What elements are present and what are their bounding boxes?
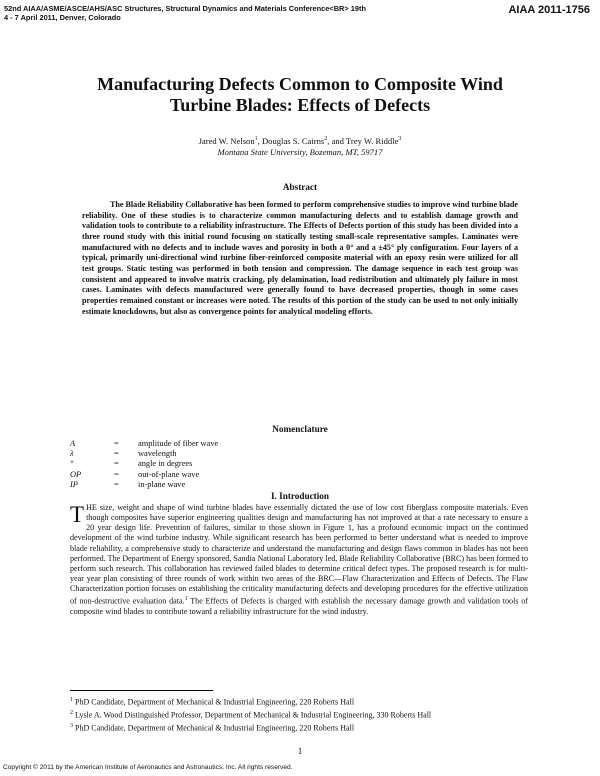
introduction-part-1: HE size, weight and shape of wind turbine blades have essentially dictated the use of low cost fiberglass composite materials. Even though composites have superior engineering qualities design and manufacturing has not improved at that a rate necessary to ensure a 20 year design life. Prevention of failures, similar to those shown in Figure 1, has a profound economic impact on the continued development of the wind turbine industry. While significant research has been performed to better understand what is needed to improve blade reliability, a comprehensive study to characterize and understand the manufacturing and design flaws common in blades has not been performed. The Department of Energy sponsored, Sandia National Laboratory led, Blade Reliability Collaborative (BRC) has been formed to perform such research. This collaboration has reviewed failed blades to determine critical defect types. The proposed research is for multi-year year plan consisting of three rounds of work within two areas of the BRC—Flaw Characterization and Effects of Defects. The Flaw Characterization portion focuses on establishing the criticality manufacturing defects and developing procedures for the effective utilization of non-destructive evaluation data. [70,503,528,607]
page-number: 1 [297,746,303,756]
footnote-mark: 1 [70,697,73,703]
paper-number: AIAA 2011-1756 [508,4,590,16]
author-mark: 3 [398,136,402,142]
title-line-2: Turbine Blades: Effects of Defects [169,95,431,115]
copyright-notice: Copyright © 2011 by the American Institute of Aeronautics and Astronautics, Inc. All rights reserved. [3,764,293,771]
footnote-mark: 2 [70,710,73,717]
footnote [70,721,431,734]
title-line-1: Manufacturing Defects Common to Composite Wind [97,74,503,94]
affiliation: Montana State University, Bozeman, MT, 59717 [217,146,383,157]
citation-mark: 1 [184,596,188,603]
footnote-divider [70,690,213,691]
introduction-text [70,503,528,617]
nomenclature-definition: wavelength [138,449,177,459]
author-mark: 1 [254,136,258,142]
nomenclature-definition: amplitude of fiber wave [138,439,219,448]
footnote [70,708,431,721]
nomenclature-symbol: A [70,439,76,448]
nomenclature-definition: out-of-plane wave [138,469,200,479]
nomenclature-table [70,439,218,490]
author-separator: , [257,135,262,146]
conference-line-2: 4 - 7 April 2011, Denver, Colorado [4,13,121,22]
nomenclature-equals: = [114,449,119,459]
author-list [0,134,600,147]
nomenclature-definition: angle in degrees [138,459,193,469]
nomenclature-row [70,470,218,480]
paper-title [0,74,600,116]
conference-line-1: 52nd AIAA/ASME/ASCE/AHS/ASC Structures, Structural Dynamics and Materials Conference<BR> 19th [4,4,366,13]
footnotes [70,695,431,734]
footnote-text: PhD Candidate, Department of Mechanical & Industrial Engineering, 220 Roberts Hall [73,723,355,733]
nomenclature-row [70,439,218,449]
nomenclature-row [70,480,218,490]
footnote-text: PhD Candidate, Department of Mechanical & Industrial Engineering, 220 Roberts Hall [73,697,355,707]
nomenclature-symbol: λ [70,449,74,459]
nomenclature-symbol: ° [70,459,74,469]
nomenclature-equals: = [114,479,119,489]
nomenclature-equals: = [114,459,119,469]
author-name: Jared W. Nelson [198,135,255,146]
nomenclature-symbol: OP [70,469,82,479]
introduction-heading: I. Introduction [270,491,330,501]
nomenclature-equals: = [114,469,119,479]
author-name: Douglas S. Cairns [261,135,325,146]
author-name: Trey W. Riddle [345,135,399,146]
nomenclature-definition: in-plane wave [138,479,186,489]
footnote-text: Lysle A. Wood Distinguished Professor, Department of Mechanical & Industrial Engineering, 330 Roberts Hall [73,710,432,720]
author-separator: , and [327,135,346,146]
abstract-heading: Abstract [282,182,318,192]
nomenclature-row [70,459,218,469]
author-block [0,134,600,158]
author-mark: 2 [324,136,328,142]
nomenclature-heading: Nomenclature [272,424,328,434]
drop-cap: T [70,502,85,527]
nomenclature-symbol: IP [70,479,78,489]
nomenclature-row [70,449,218,459]
footnote-mark: 3 [70,723,73,730]
footnote [70,695,431,708]
abstract-text: The Blade Reliability Collaborative has been formed to perform comprehensive studies to improve wind turbine blade reliability. One of these studies is to characterize common manufacturing defects and to establish damage growth and validation tools to contribute to a reliability infrastructure. The Effects of Defects portion of this study has been divided into a three round study with this initial round focusing on statically testing small-scale representative samples. Laminates were manufactured with no defects and to include waves and porosity in both a 0° and a ±45° ply configuration. Four layers of a typical, primarily uni-directional wind turbine fiber-reinforced composite material with an epoxy resin were utilized for all test groups. Static testing was performed in both tension and compression. The damage sequence in each test group was consistent and appeared to involve matrix cracking, ply delamination, load redistribution and ultimately ply failure in most cases. Laminates with defects manufactured were generally found to have decreased properties, though in some cases properties remained constant or increases were noted. The results of this portion of the study can be used to not only initially estimate knockdowns, but also as convergence points for analytical modeling efforts. [82,200,518,316]
introduction-part-2: The Effects of Defects is charged with establish the necessary damage growth and validation tools of composite wind blades to contribute toward a reliability infrastructure for the wind industry. [70,597,528,617]
nomenclature-equals: = [114,439,119,448]
conference-header [4,4,366,22]
